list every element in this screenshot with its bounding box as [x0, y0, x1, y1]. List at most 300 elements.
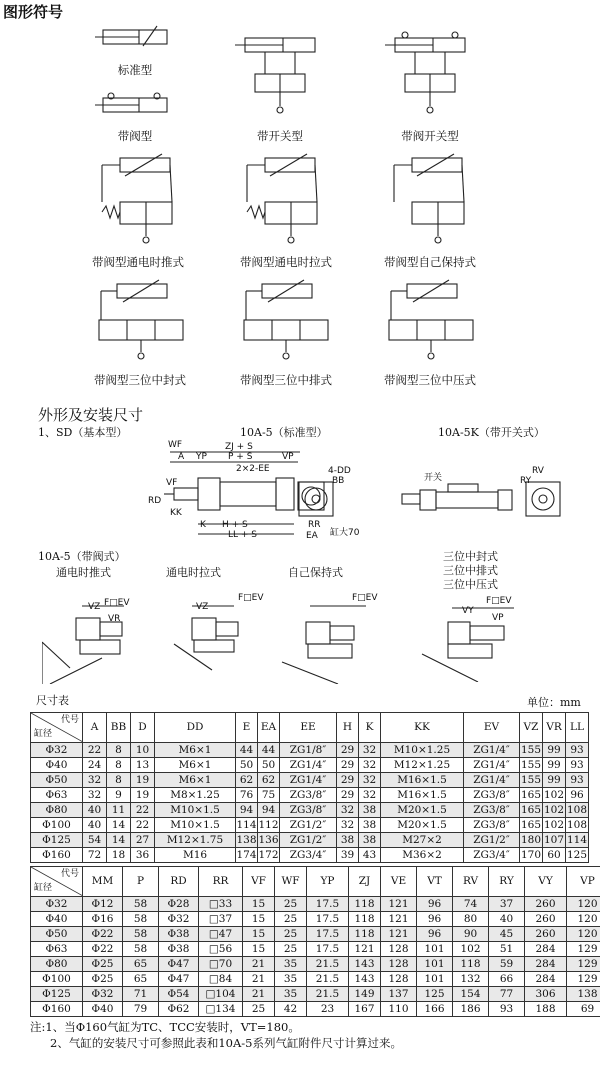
table1-cell: 38: [359, 833, 381, 848]
dim-ev-pull: F□EV: [238, 593, 264, 603]
table1-header: VR: [543, 713, 566, 743]
table1-cell: M6×1: [155, 743, 236, 758]
table1-bore-cell: Φ160: [31, 848, 83, 863]
dimension-table-1: [30, 712, 589, 863]
table2-cell: 58: [123, 942, 159, 957]
table1-cell: ZG1/2″: [280, 833, 337, 848]
dim-lls: LL + S: [228, 530, 258, 540]
pull-valve-drawing: [172, 592, 262, 672]
table1-cell: M16×1.5: [381, 773, 464, 788]
symbol-label-three-closed: 带阀型三位中封式: [94, 373, 186, 387]
symbol-label-hold: 带阀型自己保持式: [384, 255, 476, 269]
table1-cell: 72: [83, 848, 107, 863]
valve-hold-symbol: [392, 152, 472, 247]
table1-cell: 40: [83, 803, 107, 818]
table2-bore-cell: Φ80: [31, 957, 83, 972]
table1-header: E: [236, 713, 258, 743]
table2-cell: 120: [567, 897, 600, 912]
table1-cell: 50: [258, 758, 280, 773]
table2-cell: 125: [417, 987, 453, 1002]
table2-cell: 25: [275, 942, 307, 957]
table2-cell: 66: [489, 972, 525, 987]
valve-push-symbol: [100, 152, 180, 247]
table1-row: [31, 758, 589, 773]
table2-cell: 306: [525, 987, 567, 1002]
dim-zjs: ZJ + S: [225, 442, 253, 452]
table2-cell: 96: [417, 927, 453, 942]
table1-cell: 62: [258, 773, 280, 788]
table1-header: K: [359, 713, 381, 743]
table2-bore-cell: Φ160: [31, 1002, 83, 1017]
table2-cell: 25: [275, 927, 307, 942]
dim-rd: RD: [148, 496, 162, 506]
table1-cell: 102: [543, 818, 565, 831]
table1-header: EV: [464, 713, 520, 743]
table2-cell: 21: [243, 957, 275, 972]
table2-cell: 21.5: [307, 987, 349, 1002]
dim-rr: RR: [308, 520, 321, 530]
table1-cell: 93: [566, 758, 589, 773]
table1-cell: M27×2: [381, 833, 464, 848]
table1-cell: ZG3/8″: [464, 788, 520, 803]
table1-cell: 93: [566, 743, 589, 758]
table2-cell: 129: [567, 957, 600, 972]
table2-header: WF: [275, 867, 307, 897]
table1-header: A: [83, 713, 107, 743]
table2-cell: Φ16: [83, 912, 123, 927]
table2-cell: 58: [123, 927, 159, 942]
table1-row: [31, 833, 589, 848]
table2-cell: 118: [349, 912, 381, 927]
table1-header: H: [337, 713, 359, 743]
table2-cell: □47: [199, 927, 243, 942]
table2-cell: 15: [243, 897, 275, 912]
table2-cell: 37: [489, 897, 525, 912]
table2-cell: Φ38: [159, 927, 199, 942]
table1-cell: 102: [543, 788, 565, 801]
three-pos-pressure-symbol: [385, 278, 475, 363]
table2-header: ZJ: [349, 867, 381, 897]
table1-bore-cell: Φ80: [31, 803, 83, 818]
table1-cell: 155: [520, 743, 542, 756]
dim-kk: KK: [170, 508, 182, 518]
table2-cell: 17.5: [307, 912, 349, 927]
symbol-label-switch: 带开关型: [257, 129, 303, 143]
table1-header: D: [131, 713, 155, 743]
table2-cell: Φ40: [83, 1002, 123, 1017]
table1-cell: 9: [107, 788, 131, 803]
table2-cell: 284: [525, 942, 567, 957]
table1-cell: 50: [236, 758, 258, 773]
table1-cell: 155: [520, 758, 542, 771]
table1-cell: 99: [543, 758, 566, 773]
table2-cell: 21.5: [307, 972, 349, 987]
table2-header: VF: [243, 867, 275, 897]
table2-cell: 110: [381, 1002, 417, 1017]
table2-cell: 65: [123, 957, 159, 972]
table1-cell: 8: [107, 773, 131, 788]
table1-cell: 180: [520, 833, 542, 846]
dim-switch: 开关: [424, 473, 443, 483]
table1-cell: 138: [236, 833, 257, 846]
table1-cell: 27: [131, 833, 155, 848]
table1-cell: 108: [566, 818, 588, 831]
dim-vr-push: VR: [108, 614, 121, 624]
table2-cell: 167: [349, 1002, 381, 1017]
table2-cell: 128: [381, 942, 417, 957]
table2-cell: Φ22: [83, 927, 123, 942]
table1-cell: ZG3/8″: [464, 818, 520, 833]
table1-cell: 114: [236, 818, 257, 831]
table1-cell: M8×1.25: [155, 788, 236, 803]
table1-cell: 38: [337, 833, 359, 848]
table1-cell: 75: [258, 788, 280, 803]
table2-cell: 284: [525, 957, 567, 972]
table2-cell: 260: [525, 927, 567, 942]
table2-cell: Φ47: [159, 957, 199, 972]
table2-cell: Φ62: [159, 1002, 199, 1017]
table1-cell: ZG1/4″: [464, 758, 520, 773]
table1-cell: 107: [543, 833, 565, 846]
hold-type-label: 自己保持式: [288, 566, 343, 579]
table2-cell: 284: [525, 972, 567, 987]
table1-cell: 44: [258, 743, 280, 758]
table2-cell: 51: [489, 942, 525, 957]
table2-cell: 40: [489, 912, 525, 927]
table1-cell: 165: [520, 818, 542, 831]
table1-cell: 32: [359, 743, 381, 758]
table1-header: BB: [107, 713, 131, 743]
three-pos-label-2: 三位中排式: [443, 564, 498, 577]
table1-cell: 14: [107, 833, 131, 848]
table2-cell: 69: [567, 1002, 600, 1017]
table2-cell: Φ25: [83, 957, 123, 972]
table-unit: 单位：mm: [527, 696, 581, 709]
table2-cell: Φ28: [159, 897, 199, 912]
table2-cell: 121: [381, 912, 417, 927]
table1-cell: ZG3/8″: [280, 788, 337, 803]
table1-cell: M10×1.5: [155, 818, 236, 833]
table2-cell: □104: [199, 987, 243, 1002]
table2-cell: 59: [489, 957, 525, 972]
symbol-label-pull: 带阀型通电时拉式: [240, 255, 332, 269]
table2-cell: Φ32: [83, 987, 123, 1002]
table2-cell: 21.5: [307, 957, 349, 972]
table2-cell: □84: [199, 972, 243, 987]
table2-cell: 121: [381, 927, 417, 942]
table2-bore-cell: Φ40: [31, 912, 83, 927]
table1-cell: 125: [566, 848, 588, 861]
table1-bore-cell: Φ50: [31, 773, 83, 788]
table2-cell: 35: [275, 972, 307, 987]
table2-row: [31, 987, 600, 1002]
table1-row: [31, 803, 589, 818]
table1-cell: 76: [236, 788, 258, 803]
subsection-basic: 1、SD（基本型）: [38, 426, 128, 439]
table2-cell: 25: [243, 1002, 275, 1017]
table2-cell: 90: [453, 927, 489, 942]
table1-cell: M12×1.25: [381, 758, 464, 773]
table1-cell: 114: [566, 833, 588, 846]
table2-cell: 143: [349, 957, 381, 972]
table2-cell: 138: [567, 987, 600, 1002]
table1-row: [31, 773, 589, 788]
table2-cell: 71: [123, 987, 159, 1002]
table2-cell: 129: [567, 972, 600, 987]
table2-cell: 128: [381, 972, 417, 987]
table1-cell: 174: [236, 848, 257, 861]
table2-header-row: [31, 867, 600, 897]
table1-cell: 36: [131, 848, 155, 863]
table2-cell: 80: [453, 912, 489, 927]
table1-cell: 38: [359, 818, 381, 833]
table2-cell: 25: [275, 912, 307, 927]
table2-cell: 118: [453, 957, 489, 972]
table2-cell: 118: [349, 897, 381, 912]
table1-cell: ZG3/4″: [464, 848, 520, 863]
table1-cell: 8: [107, 758, 131, 773]
table2-cell: Φ38: [159, 942, 199, 957]
table2-bore-cell: Φ63: [31, 942, 83, 957]
table1-cell: 32: [83, 773, 107, 788]
dimension-table-2: [30, 866, 600, 1017]
dim-ev-hold: F□EV: [352, 593, 378, 603]
table1-cell: 8: [107, 743, 131, 758]
table1-cell: 29: [337, 788, 359, 803]
table2-cell: 166: [417, 1002, 453, 1017]
valve-type-label: 10A-5（带阀式）: [38, 550, 126, 563]
table2-cell: 101: [417, 972, 453, 987]
table2-cell: 25: [275, 897, 307, 912]
table2-row: [31, 957, 600, 972]
dim-vf: VF: [166, 478, 178, 488]
valve-cylinder-symbol: [95, 90, 175, 120]
table2-cell: 186: [453, 1002, 489, 1017]
dim-a: A: [178, 452, 185, 462]
table2-bore-cell: Φ100: [31, 972, 83, 987]
table1-cell: 32: [337, 818, 359, 833]
table1-cell: 11: [107, 803, 131, 818]
hold-valve-drawing: [278, 592, 388, 684]
table2-header: MM: [83, 867, 123, 897]
table2-cell: 15: [243, 927, 275, 942]
table1-cell: 13: [131, 758, 155, 773]
table1-cell: 172: [258, 848, 279, 861]
table1-header: DD: [155, 713, 236, 743]
table2-cell: 120: [567, 912, 600, 927]
symbol-label-valve: 带阀型: [117, 129, 153, 143]
table2-cell: 96: [417, 912, 453, 927]
dim-yp: YP: [196, 452, 207, 462]
symbol-label-standard: 标准型: [117, 63, 153, 77]
table2-bore-cell: Φ50: [31, 927, 83, 942]
three-pos-closed-symbol: [95, 278, 185, 363]
table2-header: VP: [567, 867, 600, 897]
table2-row: [31, 1002, 600, 1017]
table2-header: VT: [417, 867, 453, 897]
valve-pull-symbol: [245, 152, 325, 247]
table2-cell: 121: [381, 897, 417, 912]
dim-wf: WF: [168, 440, 183, 450]
dim-k: K: [200, 520, 206, 530]
table1-cell: M36×2: [381, 848, 464, 863]
table2-cell: 121: [349, 942, 381, 957]
table1-cell: 94: [258, 803, 280, 818]
table1-bore-cell: Φ40: [31, 758, 83, 773]
three-pos-label-3: 三位中压式: [443, 578, 498, 591]
table1-cell: 94: [236, 803, 258, 818]
table1-cell: 10: [131, 743, 155, 758]
table2-cell: 17.5: [307, 927, 349, 942]
table1-cell: 29: [337, 758, 359, 773]
table2-cell: Φ47: [159, 972, 199, 987]
table1-cell: 96: [566, 788, 589, 803]
table2-row: [31, 897, 600, 912]
table1-cell: 62: [236, 773, 258, 788]
dim-bb: BB: [332, 476, 345, 486]
table2-row: [31, 942, 600, 957]
table1-cell: ZG3/4″: [280, 848, 337, 863]
dim-vz-pull: VZ: [196, 602, 209, 612]
dim-rv: RV: [532, 466, 544, 476]
table2-cell: 154: [453, 987, 489, 1002]
note-1: 注:1、当Φ160气缸为TC、TCC安装时，VT=180。: [30, 1020, 300, 1034]
table1-cell: 93: [566, 773, 589, 788]
symbol-label-three-pressure: 带阀型三位中压式: [384, 373, 476, 387]
push-type-label: 通电时推式: [56, 566, 111, 579]
table1-cell: 165: [520, 803, 542, 816]
table1-cell: 32: [83, 788, 107, 803]
dim-vy-three: VY: [462, 606, 474, 616]
table2-bore-cell: Φ32: [31, 897, 83, 912]
table1-cell: ZG1/8″: [280, 743, 337, 758]
three-pos-exhaust-symbol: [240, 278, 330, 363]
table2-cell: 74: [453, 897, 489, 912]
table1-cell: 99: [543, 773, 566, 788]
table1-cell: 108: [566, 803, 588, 816]
table1-cell: 22: [131, 803, 155, 818]
symbol-label-push: 带阀型通电时推式: [92, 255, 184, 269]
table2-cell: 96: [417, 897, 453, 912]
table1-cell: 18: [107, 848, 131, 863]
table1-header-row: [31, 713, 589, 743]
table2-cell: 58: [123, 897, 159, 912]
table1-cell: 32: [359, 773, 381, 788]
table2-cell: 101: [417, 942, 453, 957]
standard-cylinder-symbol: [95, 24, 175, 54]
switch-cylinder-symbol: [235, 24, 325, 119]
table2-cell: 79: [123, 1002, 159, 1017]
table2-cell: 45: [489, 927, 525, 942]
table1-header: EA: [258, 713, 280, 743]
table1-cell: ZG1/4″: [464, 773, 520, 788]
table1-header: LL: [566, 713, 589, 743]
switch-cylinder-drawing: [398, 478, 518, 523]
table1-row: [31, 848, 589, 863]
table1-cell: 39: [337, 848, 359, 863]
table1-cell: 60: [543, 848, 566, 863]
table1-cell: ZG1/2″: [280, 818, 337, 833]
table2-cell: Φ25: [83, 972, 123, 987]
table2-cell: □70: [199, 957, 243, 972]
table2-header: RY: [489, 867, 525, 897]
table2-header: RV: [453, 867, 489, 897]
table2-cell: 58: [123, 912, 159, 927]
dim-ee: 2×2-EE: [236, 464, 270, 474]
table2-cell: □56: [199, 942, 243, 957]
table2-header: YP: [307, 867, 349, 897]
table2-cell: □134: [199, 1002, 243, 1017]
table2-cell: 102: [453, 942, 489, 957]
table1-cell: 32: [359, 758, 381, 773]
table1-header: VZ: [520, 713, 543, 743]
table1-diag-header: 代号 缸径: [31, 713, 83, 743]
table1-cell: 19: [131, 788, 155, 803]
table2-cell: 35: [275, 987, 307, 1002]
table2-cell: Φ22: [83, 942, 123, 957]
dim-vz-push: VZ: [88, 602, 101, 612]
table1-cell: M20×1.5: [381, 803, 464, 818]
table2-bore-cell: Φ125: [31, 987, 83, 1002]
table2-cell: 101: [417, 957, 453, 972]
table1-cell: 22: [83, 743, 107, 758]
table1-cell: ZG1/2″: [464, 833, 520, 848]
table2-cell: 23: [307, 1002, 349, 1017]
table-title: 尺寸表: [36, 694, 69, 707]
table1-cell: 24: [83, 758, 107, 773]
table1-bore-cell: Φ63: [31, 788, 83, 803]
table2-cell: 17.5: [307, 942, 349, 957]
table2-cell: Φ12: [83, 897, 123, 912]
table2-cell: 21: [243, 987, 275, 1002]
table2-cell: 149: [349, 987, 381, 1002]
table1-row: [31, 818, 589, 833]
dim-vp-three: VP: [492, 613, 504, 623]
table2-cell: 35: [275, 957, 307, 972]
table2-cell: 93: [489, 1002, 525, 1017]
table1-cell: 112: [258, 818, 279, 831]
table2-cell: 132: [453, 972, 489, 987]
table1-cell: ZG1/4″: [464, 743, 520, 758]
table2-cell: 260: [525, 897, 567, 912]
table2-cell: 21: [243, 972, 275, 987]
table1-cell: 43: [359, 848, 381, 863]
table2-cell: 143: [349, 972, 381, 987]
table1-cell: M10×1.25: [381, 743, 464, 758]
table1-cell: 99: [543, 743, 566, 758]
table2-cell: Φ32: [159, 912, 199, 927]
pull-type-label: 通电时拉式: [166, 566, 221, 579]
table1-cell: M16: [155, 848, 236, 863]
table1-cell: 102: [543, 803, 565, 816]
table1-cell: 54: [83, 833, 107, 848]
valve-switch-cylinder-symbol: [385, 18, 475, 118]
table1-bore-cell: Φ32: [31, 743, 83, 758]
dim-ea: EA: [306, 531, 318, 541]
table1-cell: M12×1.75: [155, 833, 236, 848]
table1-header: EE: [280, 713, 337, 743]
table1-cell: ZG1/4″: [280, 773, 337, 788]
symbol-label-valve-switch: 带阀开关型: [401, 129, 459, 143]
table1-cell: 19: [131, 773, 155, 788]
dim-vp: VP: [282, 452, 294, 462]
table1-bore-cell: Φ100: [31, 818, 83, 833]
table2-cell: Φ54: [159, 987, 199, 1002]
table2-header: VE: [381, 867, 417, 897]
table2-cell: 137: [381, 987, 417, 1002]
table1-cell: 155: [520, 773, 542, 786]
dim-bore70: 缸大70: [330, 528, 360, 538]
